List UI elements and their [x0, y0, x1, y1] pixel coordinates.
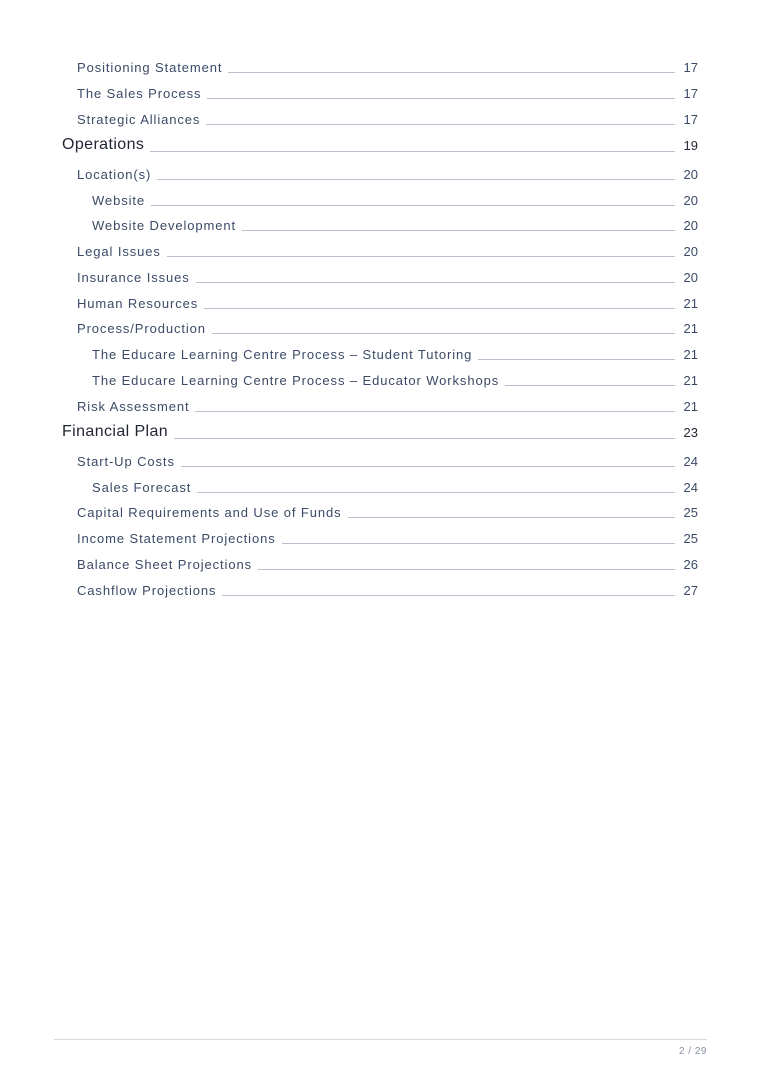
toc-page-number: 24	[683, 480, 698, 495]
toc-entry-line	[92, 183, 675, 207]
toc-entry-line	[92, 363, 675, 387]
toc-page-number: 21	[683, 296, 698, 311]
toc-entry[interactable]	[0, 495, 760, 519]
toc-entry-line	[77, 547, 675, 571]
toc-page-number: 21	[683, 321, 698, 336]
toc-page-number: 27	[683, 583, 698, 598]
toc-section-entry[interactable]	[0, 416, 760, 440]
toc-page-number: 17	[683, 60, 698, 75]
footer-divider	[54, 1039, 707, 1040]
toc-leader-line	[505, 385, 675, 386]
toc-entry-line	[77, 234, 675, 258]
toc-entry-label: Financial Plan	[62, 423, 169, 440]
toc-leader-line	[195, 411, 675, 412]
toc-entry-line	[77, 573, 675, 597]
toc-entry-line	[77, 157, 675, 181]
toc-leader-line	[228, 72, 675, 73]
toc-entry[interactable]	[0, 208, 760, 232]
toc-entry-line	[62, 129, 675, 153]
toc-page-number: 25	[683, 531, 698, 546]
toc-leader-line	[150, 151, 675, 152]
toc-page-number: 17	[683, 86, 698, 101]
toc-entry[interactable]	[0, 260, 760, 284]
toc-entry-label: Website	[92, 193, 146, 208]
toc-entry-label: Sales Forecast	[92, 480, 192, 495]
toc-page-number: 26	[683, 557, 698, 572]
toc-page-number: 20	[683, 270, 698, 285]
toc-entry[interactable]	[0, 234, 760, 258]
page-number: 2 / 29	[678, 1046, 707, 1057]
toc-leader-line	[258, 569, 675, 570]
toc-entry[interactable]	[0, 363, 760, 387]
toc-entry-line	[77, 444, 675, 468]
toc-leader-line	[197, 492, 675, 493]
toc-leader-line	[242, 230, 675, 231]
toc-entry[interactable]	[0, 444, 760, 468]
toc-entry[interactable]	[0, 286, 760, 310]
toc-entry-label: Risk Assessment	[77, 399, 190, 414]
toc-leader-line	[206, 124, 675, 125]
toc-page-number: 20	[683, 167, 698, 182]
toc-page-number: 17	[683, 112, 698, 127]
toc-entry-line	[77, 521, 675, 545]
toc-entry-line	[77, 311, 675, 335]
toc-leader-line	[348, 517, 675, 518]
toc-page-number: 23	[683, 425, 698, 440]
toc-leader-line	[167, 256, 675, 257]
toc-leader-line	[478, 359, 675, 360]
toc-entry-label: Positioning Statement	[77, 60, 223, 75]
toc-entry-line	[77, 286, 675, 310]
toc-page-number: 20	[683, 218, 698, 233]
toc-entry-line	[92, 470, 675, 494]
toc-entry[interactable]	[0, 311, 760, 335]
toc-entry-line	[77, 76, 675, 100]
toc-page-number: 21	[683, 399, 698, 414]
toc-page-number: 24	[683, 454, 698, 469]
toc-entry-label: Human Resources	[77, 296, 199, 311]
toc-entry-label: The Sales Process	[77, 86, 202, 101]
toc-leader-line	[222, 595, 675, 596]
toc-leader-line	[151, 205, 675, 206]
toc-section-entry[interactable]	[0, 129, 760, 153]
toc-entry-line	[92, 337, 675, 361]
toc-entry-label: Website Development	[92, 218, 237, 233]
toc-entry-label: Capital Requirements and Use of Funds	[77, 505, 342, 520]
toc-entry-label: Income Statement Projections	[77, 531, 276, 546]
toc-entry-line	[62, 416, 675, 440]
toc-page-number: 19	[683, 138, 698, 153]
toc-entry-label: Strategic Alliances	[77, 112, 201, 127]
toc-entry-line	[77, 102, 675, 126]
toc-entry-label: The Educare Learning Centre Process – Student Tutoring	[92, 347, 473, 362]
toc-entry[interactable]	[0, 521, 760, 545]
toc-entry-label: The Educare Learning Centre Process – Educator Workshops	[92, 373, 500, 388]
toc-entry-line	[77, 389, 675, 413]
toc-entry[interactable]	[0, 157, 760, 181]
toc-leader-line	[207, 98, 675, 99]
toc-entry[interactable]	[0, 50, 760, 74]
toc-entry[interactable]	[0, 389, 760, 413]
toc-entry[interactable]	[0, 183, 760, 207]
toc-page-number: 25	[683, 505, 698, 520]
toc-entry-label: Legal Issues	[77, 244, 161, 259]
toc-page-number: 20	[683, 193, 698, 208]
toc-entry-label: Start-Up Costs	[77, 454, 175, 469]
toc-entry-line	[92, 208, 675, 232]
toc-entry[interactable]	[0, 470, 760, 494]
toc-entry-label: Balance Sheet Projections	[77, 557, 252, 572]
toc-entry-line	[77, 50, 675, 74]
toc-entry-label: Insurance Issues	[77, 270, 190, 285]
toc-leader-line	[181, 466, 675, 467]
toc-entry-line	[77, 495, 675, 519]
toc-leader-line	[204, 308, 675, 309]
toc-leader-line	[174, 438, 675, 439]
toc-page-number: 21	[683, 373, 698, 388]
toc-leader-line	[212, 333, 675, 334]
toc-entry-label: Location(s)	[77, 167, 152, 182]
toc-entry[interactable]	[0, 76, 760, 100]
toc-entry-label: Operations	[62, 136, 145, 153]
toc-page-number: 20	[683, 244, 698, 259]
toc-entry-line	[77, 260, 675, 284]
toc-entry[interactable]	[0, 573, 760, 597]
toc-entry[interactable]	[0, 337, 760, 361]
toc-entry-label: Process/Production	[77, 321, 206, 336]
toc-leader-line	[282, 543, 675, 544]
toc-entry[interactable]	[0, 102, 760, 126]
toc-leader-line	[157, 179, 675, 180]
toc-entry-label: Cashflow Projections	[77, 583, 217, 598]
toc-leader-line	[196, 282, 675, 283]
toc-page-number: 21	[683, 347, 698, 362]
toc-entry[interactable]	[0, 547, 760, 571]
